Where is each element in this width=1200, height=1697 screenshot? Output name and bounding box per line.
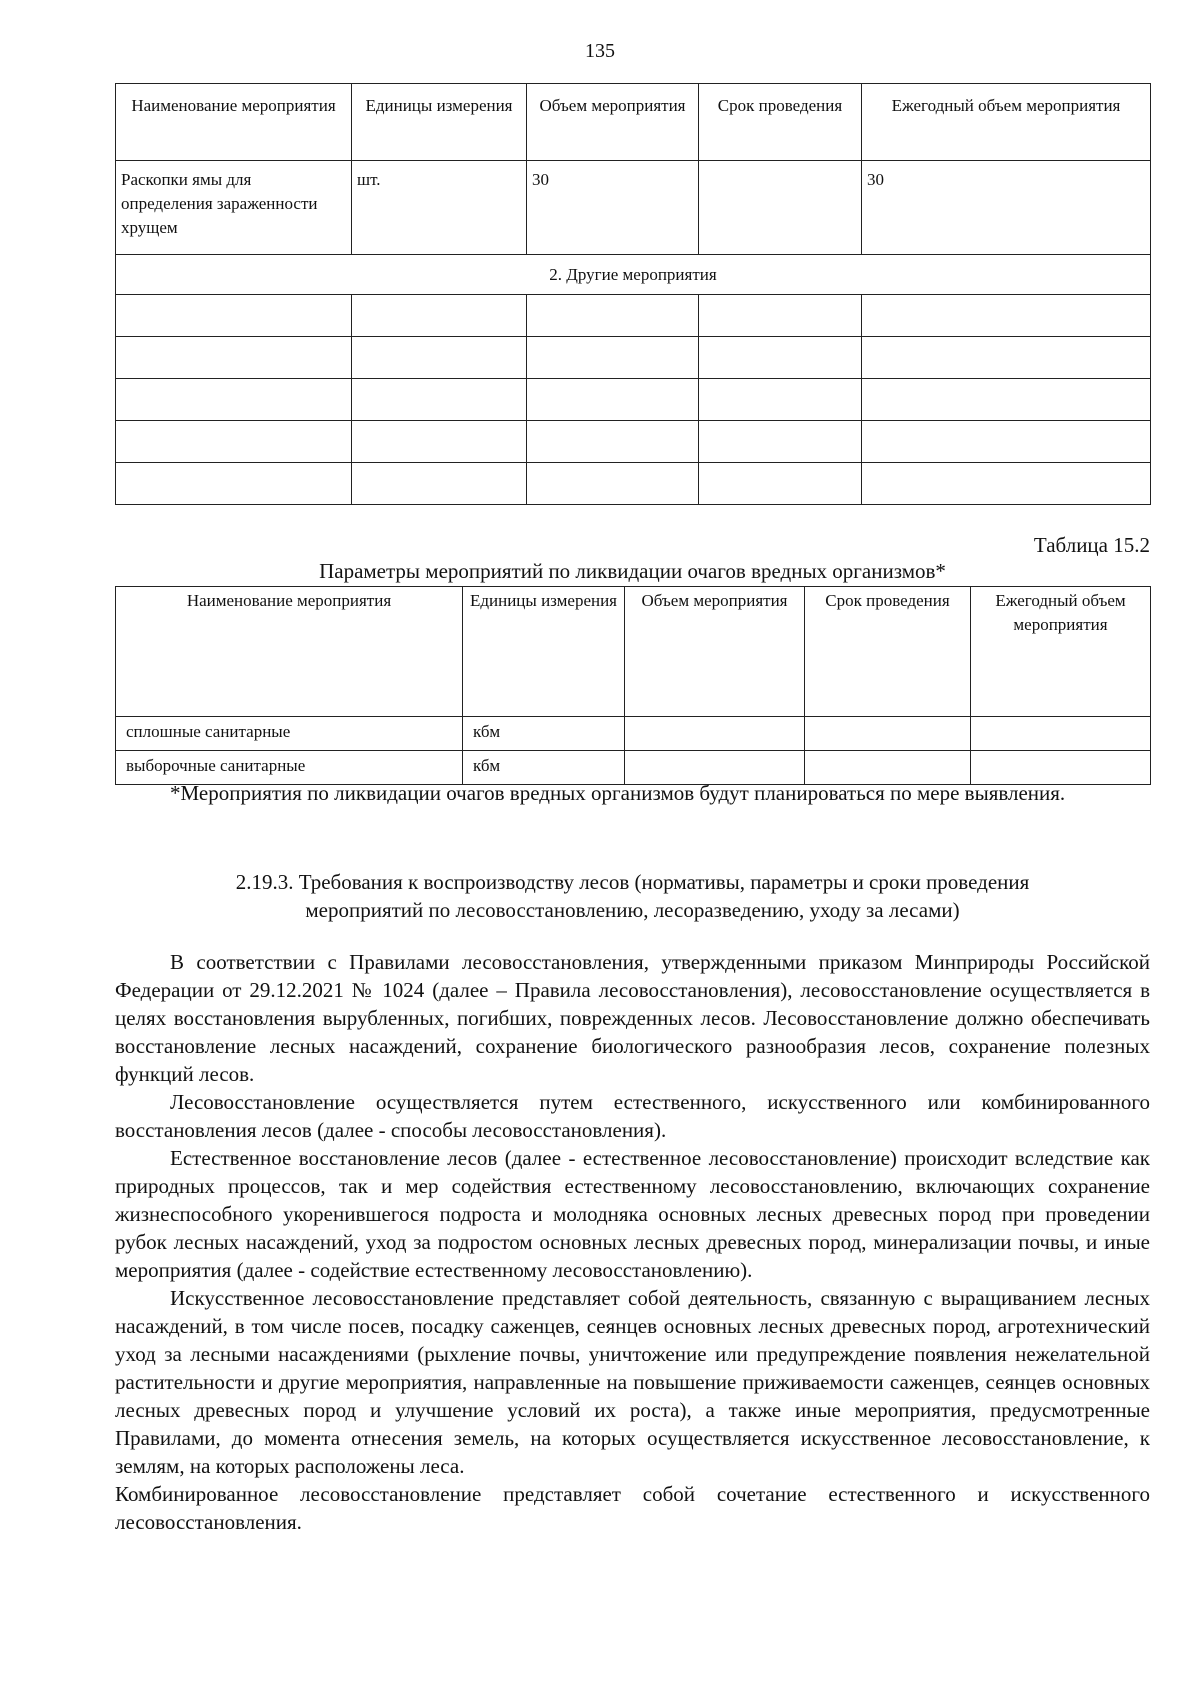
table-cell — [862, 421, 1151, 463]
header-cell: Срок проведения — [805, 587, 971, 717]
table-cell — [862, 337, 1151, 379]
table-cell — [352, 295, 527, 337]
paragraph: В соответствии с Правилами лесовосстановления, утвержденными приказом Минприроды Российской Федерации от 29.12.2021 № 1024 (далее – Правила лесовосстановления), лесовосстановление осуществляется в целях восстановления вырубленных, погибших, поврежденных лесов. Лесовосстановление должно обеспечивать восстановление лесных насаждений, сохранение биологического разнообразия лесов, сохранение полезных функций лесов. — [115, 950, 1150, 1086]
section-title: 2. Другие мероприятия — [116, 255, 1151, 295]
table-cell — [862, 295, 1151, 337]
table-cell — [352, 337, 527, 379]
table-cell — [699, 337, 862, 379]
table-row — [116, 463, 1151, 505]
table-cell — [116, 421, 352, 463]
table-label: Таблица 15.2 — [1033, 533, 1150, 557]
table-row — [116, 337, 1151, 379]
table-cell — [699, 295, 862, 337]
table-row — [116, 379, 1151, 421]
table-cell: кбм — [463, 717, 625, 751]
table-cell — [116, 337, 352, 379]
table-cell — [527, 463, 699, 505]
table-row — [116, 421, 1151, 463]
footnote: *Мероприятия по ликвидации очагов вредных организмов будут планироваться по мере выявления. — [170, 781, 1066, 805]
table-cell: сплошные санитарные — [116, 717, 463, 751]
table-row — [116, 295, 1151, 337]
table-cell — [625, 717, 805, 751]
table-cell — [116, 463, 352, 505]
section-row — [116, 255, 1151, 295]
table-cell: шт. — [352, 161, 527, 255]
table-cell — [352, 421, 527, 463]
table-title: Параметры мероприятий по ликвидации очагов вредных организмов* — [319, 559, 946, 583]
table-cell: 30 — [527, 161, 699, 255]
header-cell: Ежегодный объем мероприятия — [862, 84, 1151, 161]
events-table — [115, 83, 1151, 505]
table-cell — [116, 379, 352, 421]
table-cell — [805, 717, 971, 751]
section-heading-line: мероприятий по лесовосстановлению, лесоразведению, уходу за лесами) — [305, 898, 960, 922]
table-cell — [527, 379, 699, 421]
pest-control-table — [115, 586, 1151, 785]
table-cell — [862, 379, 1151, 421]
page-number: 135 — [585, 40, 615, 62]
header-cell: Объем мероприятия — [527, 84, 699, 161]
table-cell: выборочные санитарные — [116, 751, 463, 785]
table-header-row — [116, 587, 1151, 717]
table-cell — [862, 463, 1151, 505]
body-text — [115, 948, 1150, 1536]
header-cell: Наименование мероприятия — [116, 587, 463, 717]
table-cell — [971, 717, 1151, 751]
header-cell: Объем мероприятия — [625, 587, 805, 717]
header-cell: Наименование мероприятия — [116, 84, 352, 161]
table-cell: 30 — [862, 161, 1151, 255]
header-cell: Срок проведения — [699, 84, 862, 161]
table-cell — [352, 463, 527, 505]
paragraph: Лесовосстановление осуществляется путем естественного, искусственного или комбинированного восстановления лесов (далее - способы лесовосстановления). — [115, 1090, 1150, 1142]
table-cell — [527, 295, 699, 337]
header-cell: Единицы измерения — [352, 84, 527, 161]
header-cell: Единицы измерения — [463, 587, 625, 717]
table-cell — [699, 421, 862, 463]
table-header-row — [116, 84, 1151, 161]
table-cell — [699, 161, 862, 255]
table-cell: Раскопки ямы для определения зараженности хрущем — [116, 161, 352, 255]
table-row — [116, 161, 1151, 255]
table-cell: кбм — [463, 751, 625, 785]
table-cell — [527, 337, 699, 379]
table-cell — [352, 379, 527, 421]
table-cell — [116, 295, 352, 337]
table-cell — [699, 379, 862, 421]
section-heading — [115, 868, 1150, 924]
paragraph: Искусственное лесовосстановление представляет собой деятельность, связанную с выращиванием лесных насаждений, в том числе посев, посадку саженцев, сеянцев основных лесных древесных пород, агротехнический уход за лесными насаждениями (рыхление почвы, уничтожение или предупреждение появления нежелательной растительности и другие мероприятия, направленные на повышение приживаемости саженцев, сеянцев основных лесных древесных пород и улучшение условий их роста), а также иные мероприятия, предусмотренные Правилами, до момента отнесения земель, на которых осуществляется искусственное лесовосстановление, к землям, на которых расположены леса. — [115, 1286, 1150, 1478]
table-row — [116, 717, 1151, 751]
paragraph: Естественное восстановление лесов (далее - естественное лесовосстановление) происходит вследствие как природных процессов, так и мер содействия естественному лесовосстановлению, включающих сохранение жизнеспособного укоренившегося подроста и молодняка основных лесных древесных пород при проведении рубок лесных насаждений, уход за подростом основных лесных древесных пород, минерализации почвы, и иные мероприятия (далее - содействие естественному лесовосстановлению). — [115, 1146, 1150, 1282]
table-cell — [527, 421, 699, 463]
table-cell — [699, 463, 862, 505]
header-cell: Ежегодный объем мероприятия — [971, 587, 1151, 717]
paragraph: Комбинированное лесовосстановление представляет собой сочетание естественного и искусственного лесовосстановления. — [115, 1482, 1150, 1534]
section-heading-line: 2.19.3. Требования к воспроизводству лесов (нормативы, параметры и сроки проведения — [235, 870, 1030, 894]
